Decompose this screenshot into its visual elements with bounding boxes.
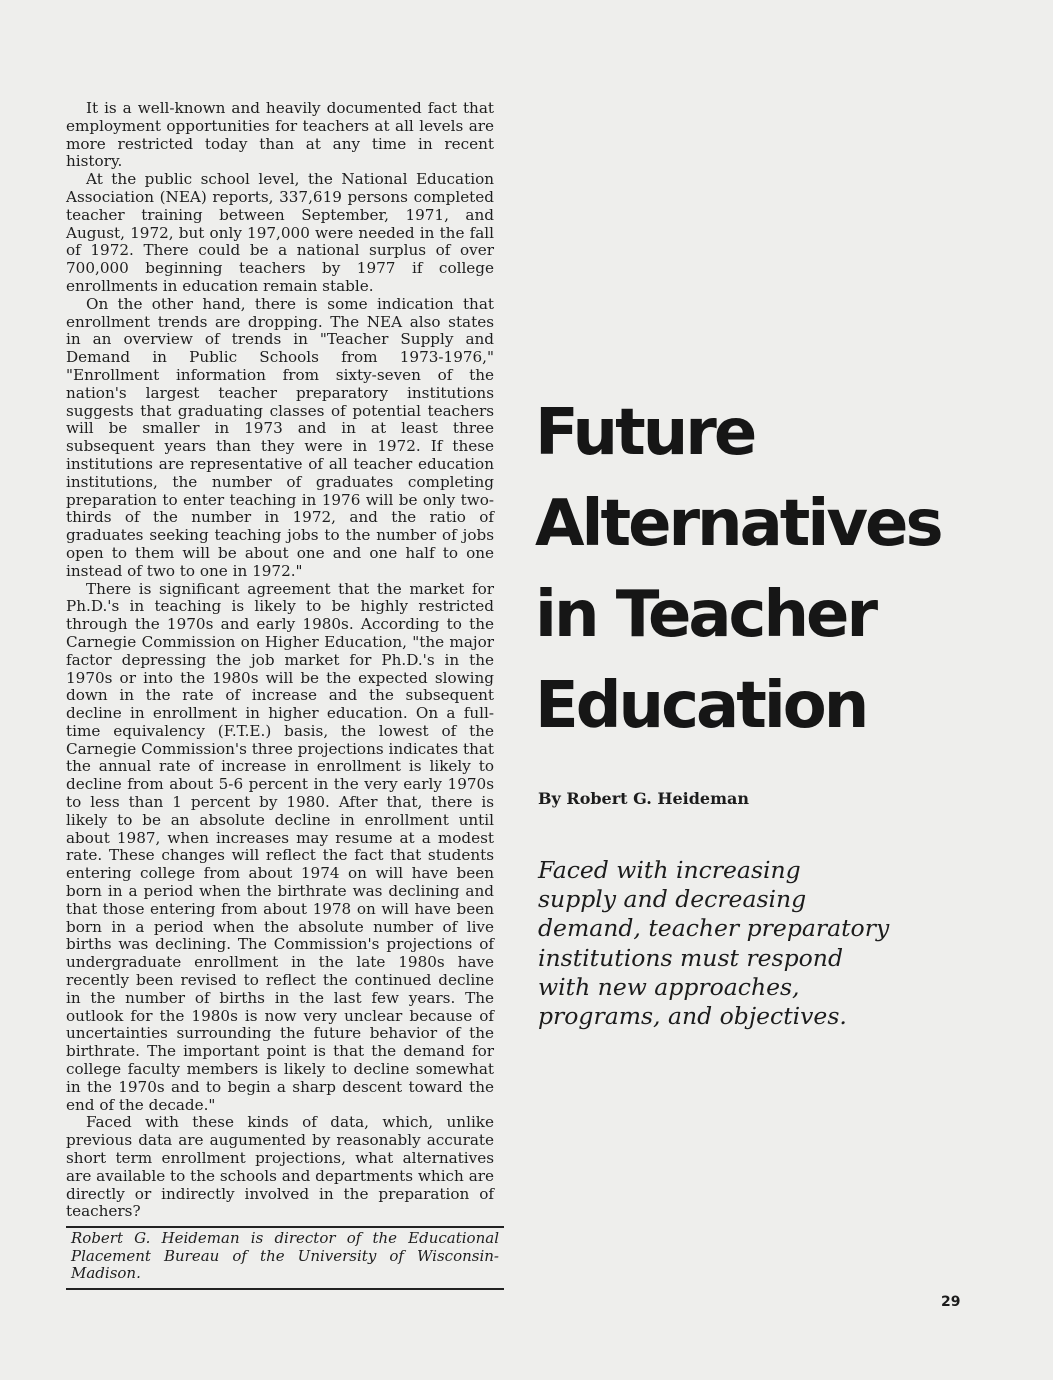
body-paragraph-2: At the public school level, the National Education Association (NEA) reports, 337,619 persons completed teacher training between September, 1971, and August, 1972, but only 197,000 were needed in the fall of 1972. There could be a national surplus of over 700,000 beginning teachers by 1977 if college enrollments in education remain stable. xyxy=(66,170,494,295)
article-body xyxy=(66,100,494,1221)
body-paragraph-3: On the other hand, there is some indication that enrollment trends are dropping. The NEA also states in an overview of trends in "Teacher Supply and Demand in Public Schools from 1973-1976," "Enrollment information from sixty-seven of the nation's largest teacher preparatory institutions suggests that graduating classes of potential teachers will be smaller in 1973 and in at least three subsequent years than they were in 1972. If these institutions are representative of all teacher education institutions, the number of graduates completing preparation to enter teaching in 1976 will be only two-thirds of the number in 1972, and the ratio of graduates seeking teaching jobs to the number of jobs open to them will be about one and one half to one instead of two to one in 1972." xyxy=(66,294,494,580)
body-paragraph-5: Faced with these kinds of data, which, unlike previous data are augumented by reasonably accurate short term enrollment projections, what alternatives are available to the schools and departments which are directly or indirectly involved in the preparation of teachers? xyxy=(66,1113,494,1221)
title-line-4: Education xyxy=(535,669,867,743)
byline: By Robert G. Heideman xyxy=(538,789,750,808)
footnote-bottom-rule xyxy=(66,1288,504,1290)
body-paragraph-1: It is a well-known and heavily documented fact that employment opportunities for teachers at all levels are more restricted today than at any time in recent history. xyxy=(66,99,494,171)
deck-line-5: with new approaches, xyxy=(538,972,800,1001)
title-line-2: Alternatives xyxy=(535,487,941,561)
deck-line-3: demand, teacher preparatory xyxy=(538,914,890,943)
title-line-3: in Teacher xyxy=(535,578,875,652)
article-deck xyxy=(538,856,938,1031)
footnote-top-rule xyxy=(66,1226,504,1228)
title-line-1: Future xyxy=(535,396,755,470)
page-number: 29 xyxy=(941,1294,961,1310)
deck-line-2: supply and decreasing xyxy=(538,885,807,914)
article-title xyxy=(535,388,955,752)
deck-line-6: programs, and objectives. xyxy=(538,1002,847,1031)
deck-line-1: Faced with increasing xyxy=(538,856,801,884)
deck-line-4: institutions must respond xyxy=(538,943,843,972)
author-note: Robert G. Heideman is director of the Educational Placement Bureau of the University of Wisconsin-Madison. xyxy=(71,1229,499,1283)
body-paragraph-4: There is significant agreement that the market for Ph.D.'s in teaching is likely to be highly restricted through the 1970s and early 1980s. According to the Carnegie Commission on Higher Education, "the major factor depressing the job market for Ph.D.'s in the 1970s or into the 1980s will be the expected slowing down in the rate of increase and the subsequent decline in enrollment in higher education. On a full-time equivalency (F.T.E.) basis, the lowest of the Carnegie Commission's three projections indicates that the annual rate of increase in enrollment is likely to decline from about 5-6 percent in the very early 1970s to less than 1 percent by 1980. After that, there is likely to be an absolute decline in enrollment until about 1987, when increases may resume at a modest rate. These changes will reflect the fact that students entering college from about 1974 on will have been born in a period when the birthrate was declining and that those entering from about 1978 on will have been born in a period when the absolute number of live births was declining. The Commission's projections of undergraduate enrollment in the late 1980s have recently been revised to reflect the continued decline in the number of births in the last few years. The outlook for the 1980s is now very unclear because of uncertainties surrounding the future behavior of the birthrate. The important point is that the demand for college faculty members is likely to decline somewhat in the 1970s and to begin a sharp descent toward the end of the decade." xyxy=(66,579,495,1114)
